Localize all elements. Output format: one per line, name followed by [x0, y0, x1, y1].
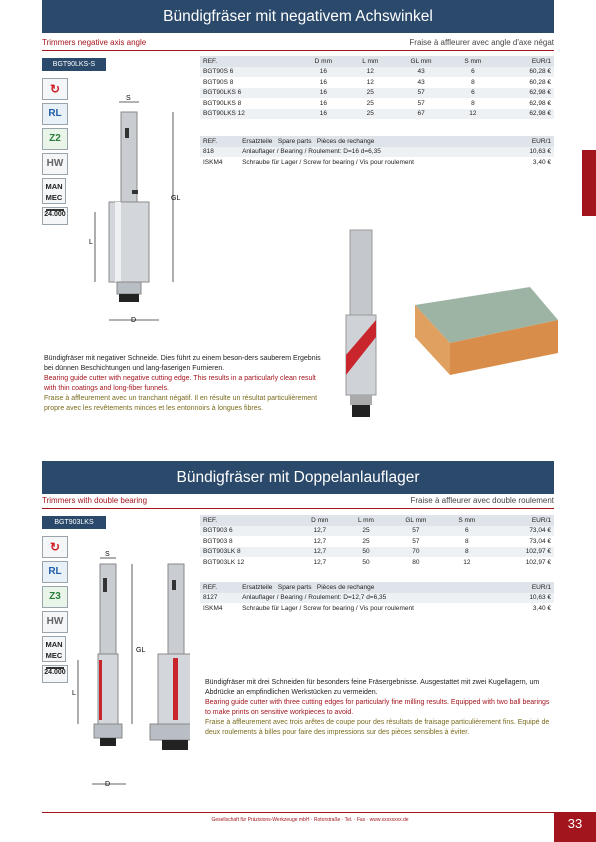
man-label: MAN — [45, 182, 63, 191]
table-cell: BGT90LKS 6 — [200, 88, 299, 99]
table-row — [200, 557, 554, 568]
col-spare — [239, 136, 511, 147]
dim-s-label: S — [105, 551, 110, 558]
table-row — [200, 547, 554, 558]
table-row — [200, 67, 554, 78]
dim-d-label: D — [105, 781, 111, 788]
col-ref: REF. — [200, 56, 299, 67]
hdr-en: Spare parts — [277, 583, 312, 591]
table-cell: Anlauflager / Bearing / Roulement: D=16 d=6,35 — [239, 147, 511, 158]
footer-text: Gesellschaft für Präzisions-Werkzeuge mbH · Rotorstraße · Tel. · Fax · www.xxxxxxxx.de — [211, 817, 409, 823]
table-cell: BGT90S 8 — [203, 78, 234, 86]
col-d: D mm — [299, 56, 347, 67]
desc-en: Bearing guide cutter with three cutting edges for particularly fine milling results. Equipped with two ball bearings to make prints on sensitive workpieces to avoid. — [205, 699, 550, 716]
table-cell: Schraube für Lager / Screw for bearing / Vis pour roulement — [242, 158, 414, 166]
table-cell: 3,40 € — [532, 158, 551, 166]
table-cell: 16 — [299, 88, 347, 99]
table-cell: 57 — [412, 537, 420, 545]
table-body — [200, 147, 554, 168]
table-cell: ISKM4 — [203, 604, 223, 612]
table-cell: 73,04 € — [490, 526, 554, 537]
section2-product-table — [200, 515, 554, 568]
table-cell: 6 — [443, 526, 490, 537]
table-row — [200, 603, 554, 614]
col-ref: REF. — [200, 582, 239, 593]
rl-icon: RL — [42, 103, 68, 125]
table-cell: 16 — [319, 99, 327, 107]
table-cell: 70 — [388, 547, 443, 558]
table-row — [200, 526, 554, 537]
hw-icon: HW — [42, 153, 68, 175]
table-header — [200, 582, 554, 593]
table-body — [200, 593, 554, 614]
section1-title: Bündigfräser mit negativem Achswinkel — [42, 0, 554, 33]
man-mec-icon — [42, 178, 66, 204]
table-cell: 3,40 € — [532, 604, 551, 612]
hdr-de: Ersatzteile — [242, 583, 273, 591]
rotation-icon: ↻ — [42, 536, 68, 558]
table-cell: 67 — [393, 109, 449, 120]
col-s: S mm — [449, 56, 497, 67]
col-l: L mm — [348, 56, 394, 67]
table-cell: 12 — [366, 78, 374, 86]
table-cell: 10,63 € — [512, 593, 554, 604]
table-cell: 818 — [200, 147, 239, 158]
rpm-icon — [42, 665, 68, 683]
table-cell: 62,98 € — [529, 99, 551, 107]
section2-badge: BGT903LKS — [42, 516, 106, 529]
rpm-label: 24.000 — [44, 211, 66, 218]
section1-product-table — [200, 56, 554, 119]
table-cell: 8 — [443, 547, 490, 558]
table-cell: BGT903LK 8 — [200, 547, 296, 558]
rotation-icon: ↻ — [42, 78, 68, 100]
man-mec-icon — [42, 636, 66, 662]
col-gl: GL mm — [393, 56, 449, 67]
table-cell: 62,98 € — [497, 88, 554, 99]
section1-cutter-drawing — [85, 92, 195, 332]
table-cell: 12 — [463, 558, 471, 566]
hdr-fr: Pièces de rechange — [316, 137, 375, 145]
table-cell: 8127 — [200, 593, 239, 604]
dim-gl-label: GL — [136, 647, 146, 654]
table-cell: 12,7 — [313, 558, 327, 566]
table-cell: BGT90S 6 — [200, 67, 299, 78]
table-cell: 12 — [348, 67, 394, 78]
col-l: L mm — [344, 515, 389, 526]
table-cell: 16 — [299, 109, 347, 120]
table-cell: 57 — [388, 526, 443, 537]
table-row — [200, 88, 554, 99]
section1-spare-table — [200, 136, 554, 168]
table-cell: 25 — [366, 99, 374, 107]
table-cell: BGT903 6 — [200, 526, 296, 537]
table-cell: 43 — [417, 78, 425, 86]
z2-icon: Z2 — [42, 128, 68, 150]
table-cell: 60,28 € — [497, 67, 554, 78]
table-cell: 57 — [417, 99, 425, 107]
table-cell: 12,7 — [296, 547, 344, 558]
table-row — [200, 147, 554, 158]
mec-label: MEC — [45, 193, 63, 202]
table-header — [200, 515, 554, 526]
col-spare — [239, 582, 511, 593]
table-cell: Schraube für Lager / Screw for bearing / Vis pour roulement — [242, 604, 414, 612]
rpm-icon — [42, 207, 68, 225]
table-cell: 25 — [344, 526, 389, 537]
section2-rule — [42, 508, 554, 509]
section2-subtitle-fr: Fraise à affleurer avec double roulement — [410, 496, 554, 505]
section2-subtitle-en: Trimmers with double bearing — [42, 496, 148, 505]
table-row — [200, 157, 554, 168]
col-eur: EUR/1 — [512, 136, 554, 147]
table-body — [200, 67, 554, 120]
table-row — [200, 593, 554, 604]
table-cell: 43 — [393, 67, 449, 78]
table-cell: 57 — [393, 88, 449, 99]
dim-s-label: S — [126, 95, 131, 102]
footer-rule — [42, 812, 554, 813]
col-eur: EUR/1 — [512, 582, 554, 593]
dim-gl-label: GL — [171, 195, 181, 202]
col-ref: REF. — [200, 136, 239, 147]
table-cell: 62,98 € — [497, 109, 554, 120]
col-d: D mm — [296, 515, 344, 526]
section2-icons — [42, 536, 68, 686]
table-row — [200, 98, 554, 109]
table-cell: 12,7 — [296, 526, 344, 537]
table-cell: 60,28 € — [529, 78, 551, 86]
table-body — [200, 526, 554, 568]
table-cell: Anlauflager / Bearing / Roulement: D=12,7 d=6,35 — [239, 593, 511, 604]
col-gl: GL mm — [388, 515, 443, 526]
section1-rule — [42, 50, 554, 51]
hdr-en: Spare parts — [277, 137, 312, 145]
table-cell: 16 — [299, 67, 347, 78]
table-row — [200, 109, 554, 120]
table-cell: 50 — [344, 547, 389, 558]
table-header — [200, 56, 554, 67]
table-cell: BGT90LKS 12 — [200, 109, 299, 120]
table-cell: 8 — [465, 537, 469, 545]
table-cell: 8 — [471, 99, 475, 107]
table-cell: BGT903 8 — [203, 537, 233, 545]
table-cell: 10,63 € — [512, 147, 554, 158]
section1-subtitle-fr: Fraise à affleurer avec angle d'axe négat — [409, 38, 554, 47]
table-row — [200, 77, 554, 88]
desc-fr: Fraise à affleurement avec un tranchant négatif. Il en résulte un résultat particulièrement propre avec les revêtements minces et les entonnoirs à longues fibres. — [44, 395, 318, 412]
table-header — [200, 136, 554, 147]
table-row — [200, 536, 554, 547]
desc-de: Bündigfräser mit negativer Schneide. Dies führt zu einem beson-ders sauberem Ergebnis bei dünnen Beschichtungen und lang-faserigen Furnieren. — [44, 355, 321, 372]
dim-l-label: L — [89, 239, 93, 246]
section2-spare-table — [200, 582, 554, 614]
table-cell: 12 — [449, 109, 497, 120]
table-cell: 25 — [348, 109, 394, 120]
section1-icons — [42, 78, 68, 228]
rl-icon: RL — [42, 561, 68, 583]
table-cell: 102,97 € — [525, 558, 551, 566]
mec-label: MEC — [45, 651, 63, 660]
man-label: MAN — [45, 640, 63, 649]
table-cell: 25 — [348, 88, 394, 99]
table-cell: 73,04 € — [529, 537, 551, 545]
table-cell: 50 — [362, 558, 370, 566]
section1-description — [44, 354, 329, 414]
desc-en: Bearing guide cutter with negative cutting edge. This results in a particularly clean result with thin coatings and long-fiber funnels. — [44, 375, 316, 392]
table-cell: 8 — [471, 78, 475, 86]
section2-description — [205, 678, 550, 738]
hdr-de: Ersatzteile — [242, 137, 273, 145]
table-cell: 6 — [449, 88, 497, 99]
section2-cutter-drawing — [70, 550, 190, 795]
desc-de: Bündigfräser mit drei Schneiden für besonders feine Fräsergebnisse. Ausgestattet mit zwei Kugellagern, um Abdrücke an empfindlichen Werkstücken zu vermeiden. — [205, 679, 540, 696]
hw-icon: HW — [42, 611, 68, 633]
col-s: S mm — [443, 515, 490, 526]
table-cell: BGT90LKS 8 — [203, 99, 242, 107]
table-cell: 16 — [319, 78, 327, 86]
table-cell: 102,97 € — [490, 547, 554, 558]
hdr-fr: Pièces de rechange — [316, 583, 375, 591]
dim-l-label: L — [72, 690, 76, 697]
side-tab — [582, 150, 596, 216]
table-cell: 12,7 — [313, 537, 327, 545]
table-cell: 80 — [412, 558, 420, 566]
section1-product-photo — [330, 225, 560, 425]
section1-badge: BGT90LKS-S — [42, 58, 106, 71]
table-cell: 25 — [362, 537, 370, 545]
z3-icon: Z3 — [42, 586, 68, 608]
col-eur: EUR/1 — [490, 515, 554, 526]
col-ref: REF. — [200, 515, 296, 526]
section1-subtitle-en: Trimmers negative axis angle — [42, 38, 147, 47]
table-cell: BGT903LK 12 — [203, 558, 245, 566]
section2-title: Bündigfräser mit Doppelanlauflager — [42, 461, 554, 494]
col-eur: EUR/1 — [497, 56, 554, 67]
page-number: 33 — [554, 812, 596, 842]
table-cell: ISKM4 — [203, 158, 223, 166]
desc-fr: Fraise à affleurement avec trois arêtes de coupe pour des résultats de fraisage particulièrement fins. Equipé de deux roulements à billes pour faire des impressions sur des pièces sensibles à éviter. — [205, 719, 550, 736]
dim-d-label: D — [131, 317, 137, 324]
rpm-label: 24.000 — [44, 669, 66, 676]
table-cell: 6 — [449, 67, 497, 78]
